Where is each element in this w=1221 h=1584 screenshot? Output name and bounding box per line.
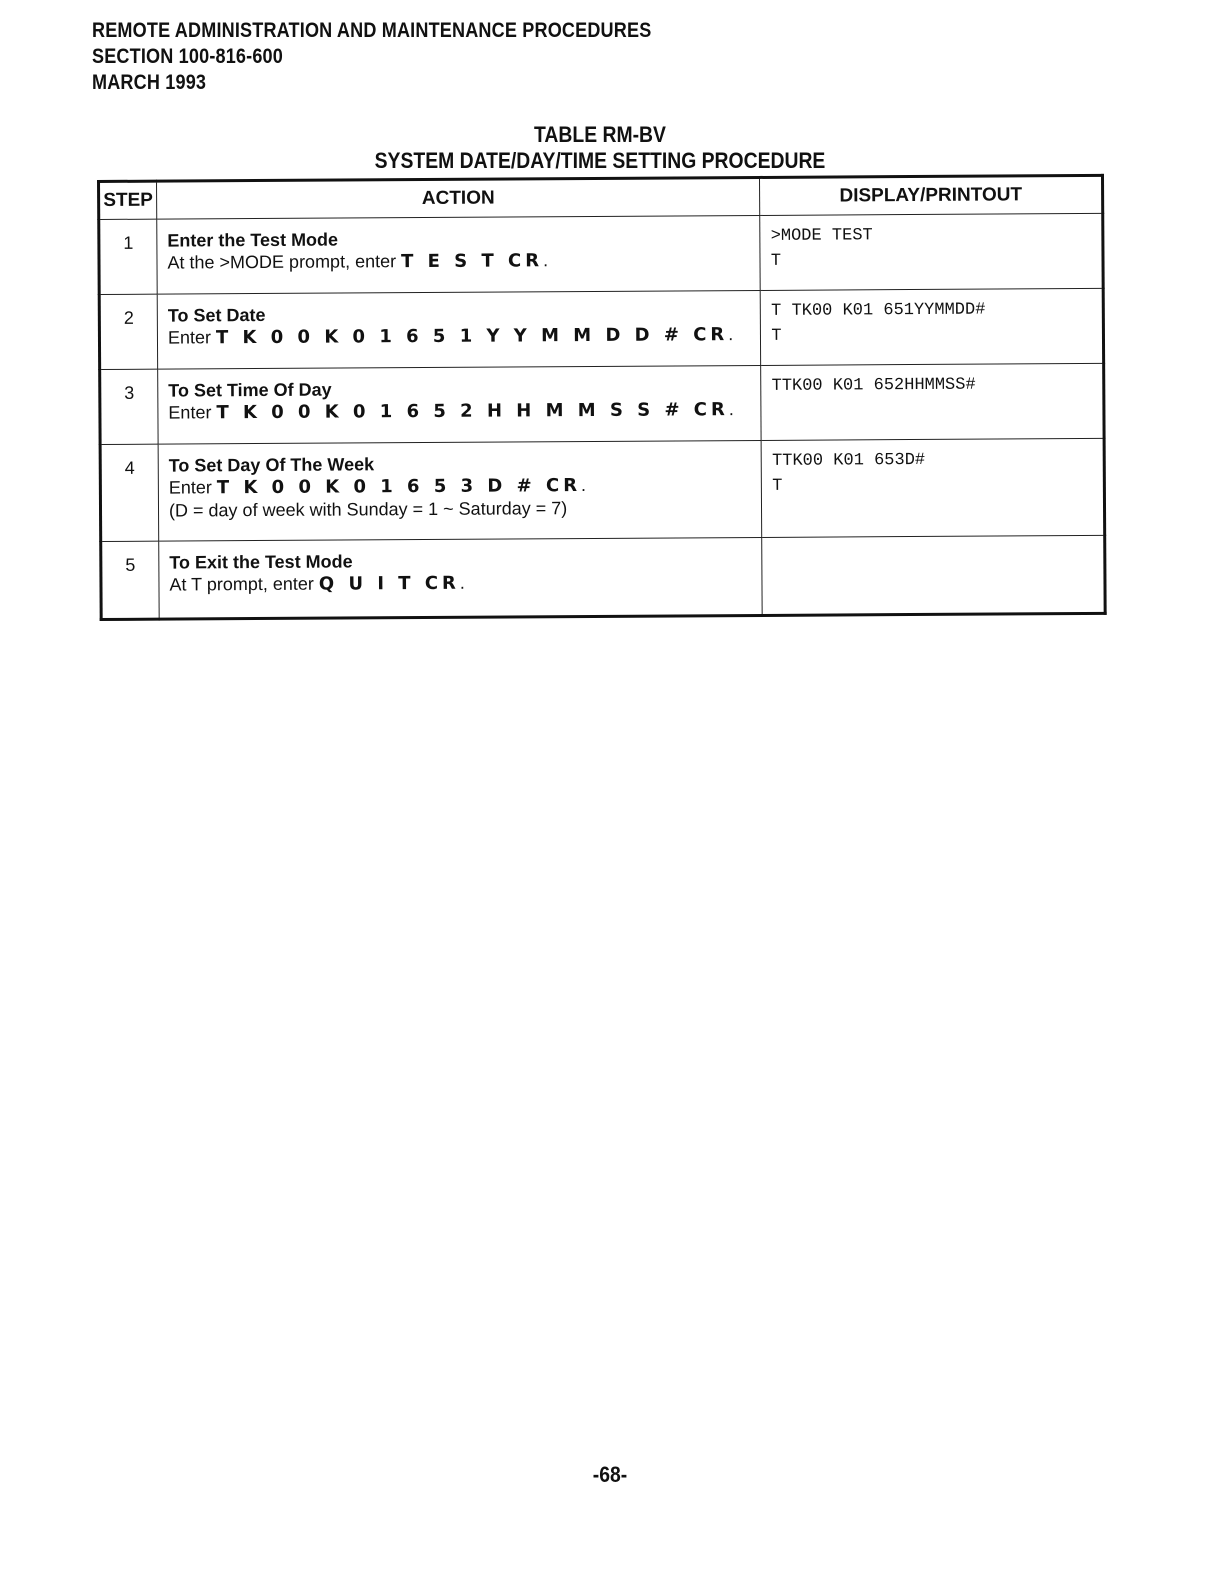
header-title: REMOTE ADMINISTRATION AND MAINTENANCE PROCEDURES [92,19,652,42]
action-title: To Exit the Test Mode [169,551,353,573]
step-number: 1 [99,219,157,294]
display-line: T [771,326,782,346]
action-cell [158,440,762,541]
action-title: To Set Time Of Day [168,379,332,401]
action-cell [157,215,761,294]
step-number: 5 [101,541,159,619]
action-cell [159,537,763,619]
display-cell [761,438,1104,537]
table-row [99,288,1103,369]
key-sequence: T E S T CR [401,250,544,273]
procedure-table [97,174,1107,621]
action-title: Enter the Test Mode [167,229,339,251]
display-cell [761,363,1104,440]
instruction-text: At T prompt, enter [169,573,319,595]
instruction-text: Enter [167,327,217,348]
action-instruction [169,570,753,597]
table-title [362,122,837,174]
table-row [101,535,1105,619]
display-cell [761,288,1104,365]
document-header [92,18,651,96]
instruction-end: . [542,250,549,271]
instruction-end: . [728,399,734,420]
step-number: 3 [100,369,158,444]
display-line: T TK00 K01 651YYMMDD# [771,300,986,321]
action-column-header: ACTION [156,177,760,219]
instruction-text: At the >MODE prompt, enter [167,251,402,273]
instruction-text: Enter [168,477,217,498]
key-sequence: T K 0 0 K 0 1 6 5 3 D # CR [216,475,582,499]
display-line: TTK00 K01 652HHMMSS# [771,375,976,396]
table-header-row [99,175,1103,219]
step-column-header: STEP [99,181,157,219]
action-instruction [168,398,752,425]
action-title: To Set Day Of The Week [168,454,375,476]
action-cell [157,290,761,369]
instruction-text: Enter [168,402,217,423]
display-column-header: DISPLAY/PRINTOUT [760,175,1103,215]
key-sequence: T K 0 0 K 0 1 6 5 1 Y Y M M D D # CR [215,324,729,349]
display-line: T [770,251,782,271]
display-line: T [772,476,783,496]
instruction-end: . [459,572,465,593]
step-number: 4 [100,444,159,541]
instruction-end: . [728,324,734,345]
action-note: (D = day of week with Sunday = 1 ~ Saturday = 7) [168,498,568,521]
action-instruction [167,248,751,275]
step-number: 2 [99,294,157,369]
display-line: >MODE TEST [770,226,873,246]
table-row [100,363,1104,444]
instruction-end: . [580,475,587,496]
display-cell [760,213,1103,290]
table-name: SYSTEM DATE/DAY/TIME SETTING PROCEDURE [374,148,826,173]
table-row [99,213,1103,294]
action-instruction [168,323,752,350]
table-row [100,438,1105,541]
table-number: TABLE RM-BV [534,122,666,147]
action-cell [158,365,762,444]
key-sequence: T K 0 0 K 0 1 6 5 2 H H M M S S # CR [216,399,729,424]
action-title: To Set Date [167,304,266,326]
display-line: TTK00 K01 653D# [772,450,926,471]
display-cell [762,535,1105,615]
header-section: SECTION 100-816-600 [92,45,283,68]
page-number: -68- [592,1462,628,1487]
header-date: MARCH 1993 [92,71,207,94]
key-sequence: Q U I T CR [318,572,460,595]
